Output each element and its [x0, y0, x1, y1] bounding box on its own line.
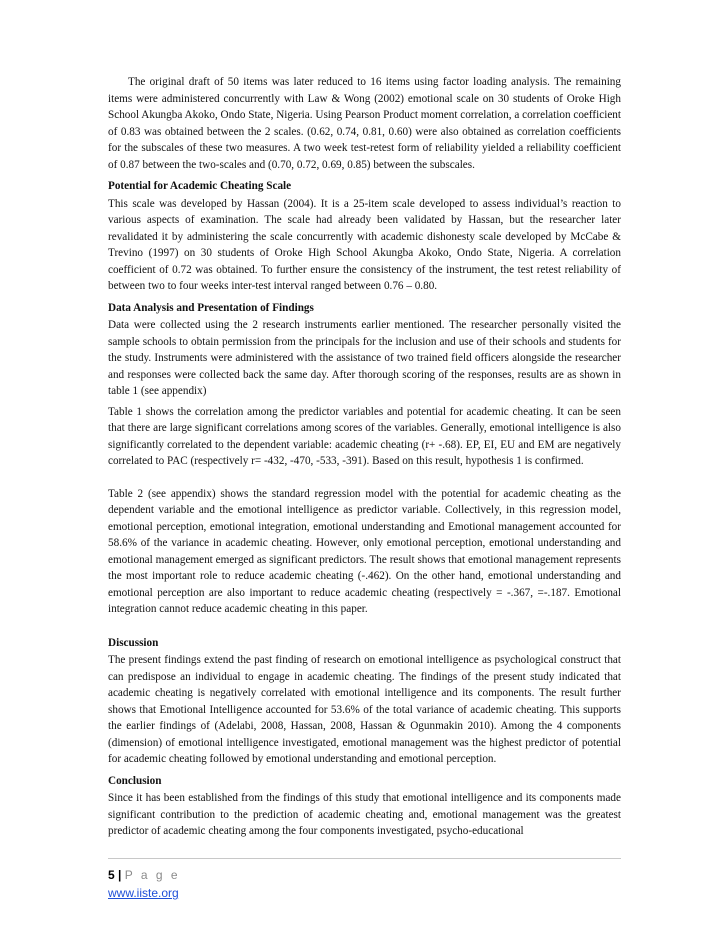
- footer-divider: [108, 858, 621, 859]
- journal-url-link[interactable]: www.iiste.org: [108, 886, 179, 900]
- heading-data-analysis: Data Analysis and Presentation of Findings: [108, 301, 314, 314]
- paragraph-conclusion: Since it has been established from the findings of this study that emotional intelligence and its components made significant contribution to the prediction of academic cheating and, emotional management was the greatest predictor of academic cheating among the four components investigated, psycho-educational: [108, 792, 621, 837]
- paragraph-table1: Table 1 shows the correlation among the predictor variables and potential for academic cheating. It can be seen that there are large significant correlations among scores of the variables. Generally, emotional intelligence is also significantly correlated to the dependent variable: academic cheating (r+ -.68). EP, EI, EU and EM are negatively correlated to PAC (respectively r= -432, -470, -533, -391). Based on this result, hypothesis 1 is confirmed.: [108, 405, 621, 467]
- heading-pac-scale: Potential for Academic Cheating Scale: [108, 180, 292, 192]
- paragraph-pac-scale: This scale was developed by Hassan (2004). It is a 25-item scale developed to assess individual’s reaction to various aspects of examination. The scale had already been validated by Hassan, but the researcher later revalidated it by administering the scale concurrently with academic dishonesty scale developed by McCabe & Trevino (1997) on 30 students of Oroke High School Akungba Akoko, Ondo State, Nigeria. A correlation coefficient of 0.72 was obtained. To further ensure the consistency of the instrument, the test retest reliability of between two to four weeks inter-test interval ranged between 0.76 – 0.80.: [108, 197, 621, 292]
- paragraph-data-collection: Data were collected using the 2 research instruments earlier mentioned. The researcher personally visited the sample schools to obtain permission from the principals for the inclusion and use of their schools and students for the study. Instruments were administered with the assistance of two trained field officers alongside the researcher and responses were collected back the same day. After thorough scoring of the responses, results are as shown in table 1 (see appendix): [108, 319, 621, 397]
- heading-discussion: Discussion: [108, 636, 159, 649]
- page-label: P a g e: [124, 868, 181, 882]
- paragraph-instrument-reliability: The original draft of 50 items was later reduced to 16 items using factor loading analysis. The remaining items were administered concurrently with Law & Wong (2002) emotional scale on 30 students of Oroke High School Akungba Akoko, Ondo State, Nigeria. Using Pearson Product moment correlation, a correlation coefficient of 0.83 was obtained between the 2 scales. (0.62, 0.74, 0.81, 0.60) were also obtained as correlation coefficients for the subscales of these two measures. A two week test-retest form of reliability yielded a reliability coefficient of 0.87 between the two-scales and (0.70, 0.72, 0.69, 0.85) between the subscales.: [108, 76, 621, 171]
- paragraph-table2: Table 2 (see appendix) shows the standard regression model with the potential for academic cheating as the dependent variable and the emotional intelligence as predictor variable. Collectively, in this regression model, emotional perception, emotional integration, emotional understanding and Emotional management accounted for 58.6% of the variance in academic cheating. However, only emotional perception, emotional understanding and emotional management emerged as significant predictors. The result shows that emotional management represents the most important role to reduce academic cheating (-.462). On the other hand, emotional understanding and emotional perception are also important to reduce academic cheating (respectively = -.367, =-.187. Emotional integration cannot reduce academic cheating in this paper.: [108, 487, 621, 615]
- heading-conclusion: Conclusion: [108, 774, 162, 787]
- paragraph-discussion: The present findings extend the past finding of research on emotional intelligence as psychological construct that can predispose an individual to engage in academic cheating. The findings of the present study indicated that academic cheating is negatively correlated with emotional intelligence and its components. The result further shows that Emotional Intelligence accounted for 53.6% of the total variance of academic cheating. This supports the earlier findings of (Adelabi, 2008, Hassan, 2008, Hassan & Ogunmakin 2010). Among the 4 components (dimension) of emotional intelligence investigated, emotional management was the highest predictor of potential for academic cheating followed by emotional understanding and emotional perception.: [108, 654, 621, 765]
- page-footer: [108, 866, 180, 902]
- page-separator: |: [118, 868, 122, 882]
- page-number: 5: [108, 868, 115, 882]
- body-text: [108, 74, 621, 840]
